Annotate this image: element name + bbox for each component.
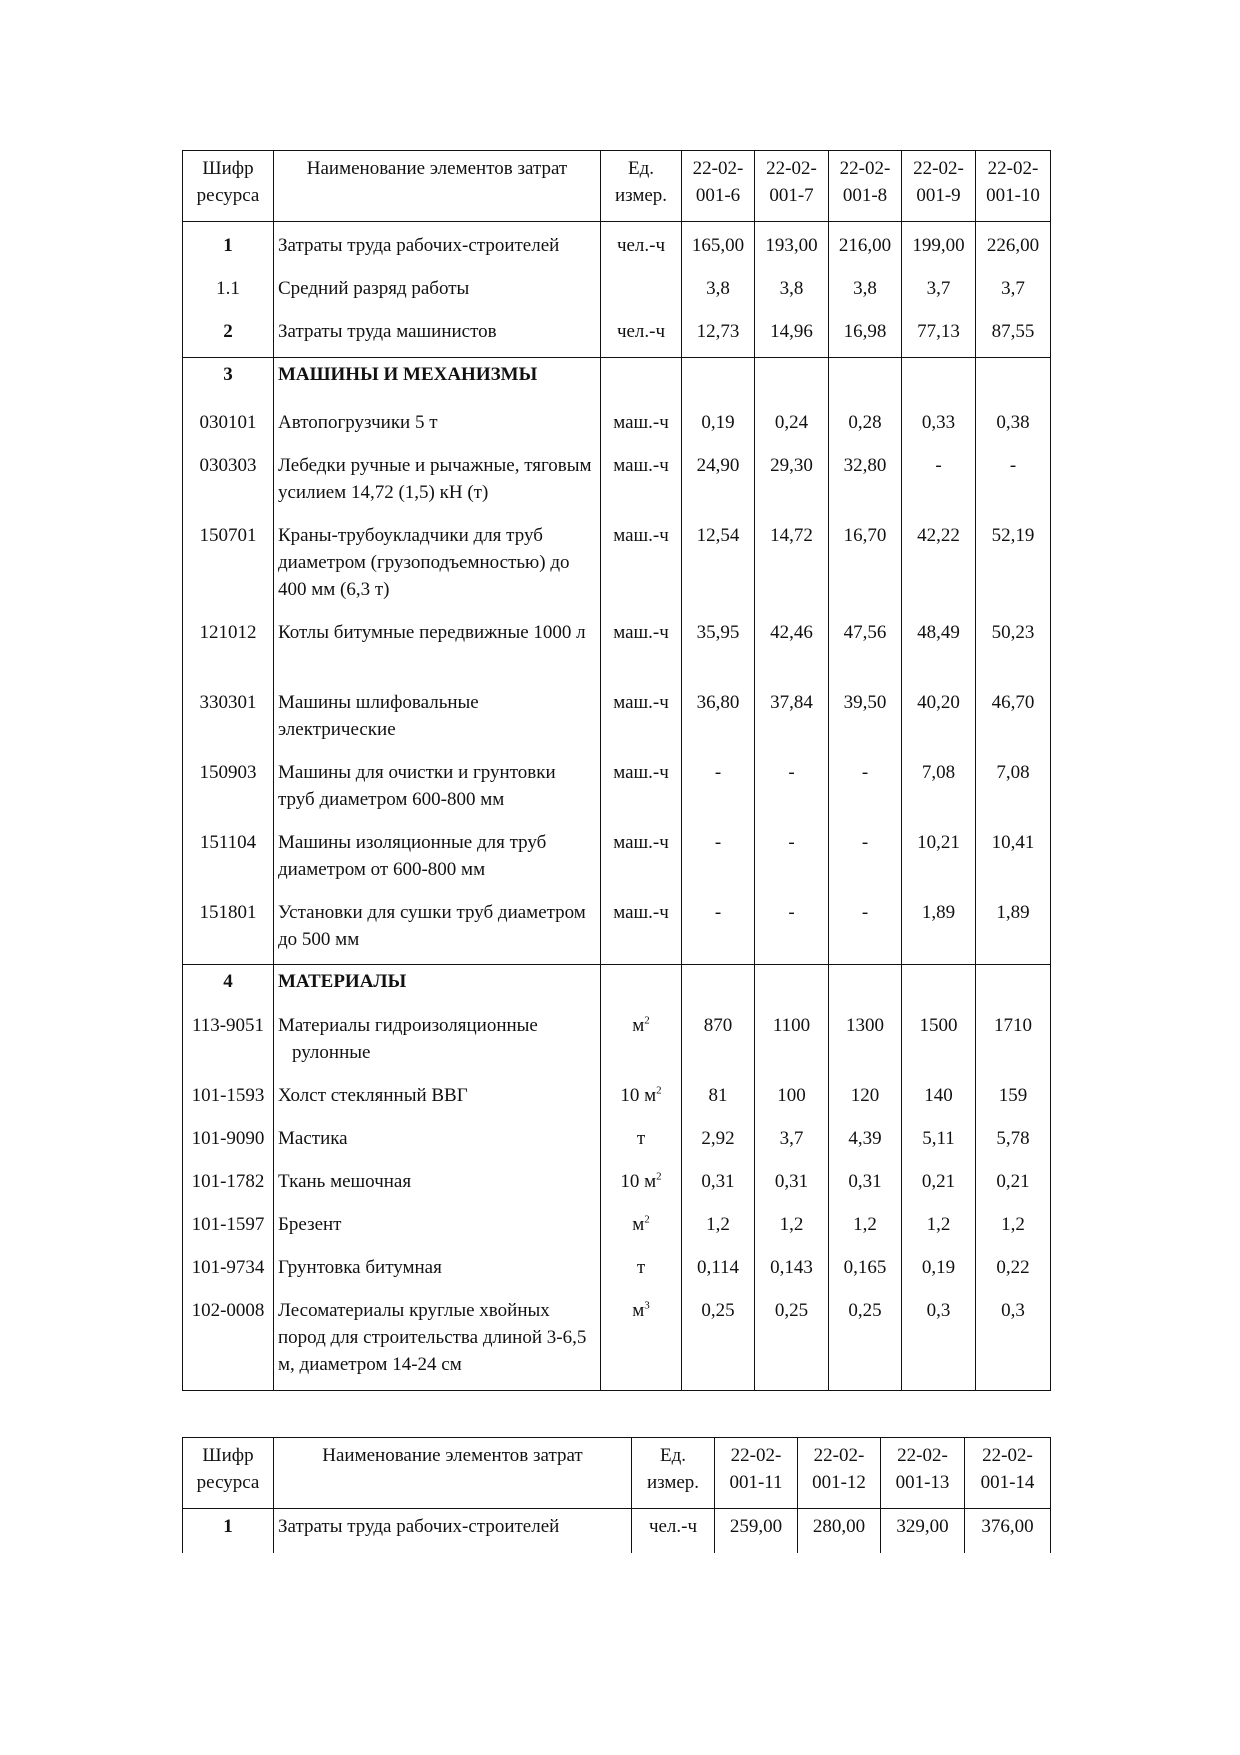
row-value: 0,3	[902, 1293, 976, 1391]
table-row	[183, 448, 1051, 518]
row-name: Затраты труда рабочих-строителей	[274, 1509, 632, 1553]
row-name: Ткань мешочная	[274, 1164, 601, 1207]
header-col-2: 22-02- 001-7	[755, 151, 829, 222]
row-value: 120	[829, 1078, 902, 1121]
row-unit: т	[601, 1250, 682, 1293]
row-value: 3,8	[829, 271, 902, 314]
table-row	[183, 685, 1051, 755]
empty-cell	[829, 358, 902, 405]
row-value: 0,19	[902, 1250, 976, 1293]
header-code: Шифр ресурса	[183, 151, 274, 222]
row-name: Машины шлифовальные электрические	[274, 685, 601, 755]
row-name: Брезент	[274, 1207, 601, 1250]
empty-cell	[601, 358, 682, 405]
row-value: 1,2	[902, 1207, 976, 1250]
header-col-5: 22-02- 001-10	[976, 151, 1051, 222]
row-value: -	[755, 895, 829, 965]
table-row	[183, 518, 1051, 615]
row-value: 2,92	[682, 1121, 755, 1164]
row-value: -	[976, 448, 1051, 518]
row-name: Средний разряд работы	[274, 271, 601, 314]
row-value: 77,13	[902, 314, 976, 358]
empty-cell	[976, 358, 1051, 405]
row-code: 101-9090	[183, 1121, 274, 1164]
row-value: 0,19	[682, 405, 755, 448]
table-row	[183, 1121, 1051, 1164]
row-value: 165,00	[682, 222, 755, 272]
row-value: 5,78	[976, 1121, 1051, 1164]
row-code: 121012	[183, 615, 274, 685]
row-value: 10,41	[976, 825, 1051, 895]
row-value: 47,56	[829, 615, 902, 685]
row-unit: т	[601, 1121, 682, 1164]
row-value: 0,25	[829, 1293, 902, 1391]
row-value: 0,31	[755, 1164, 829, 1207]
row-value: 7,08	[902, 755, 976, 825]
row-code: 150903	[183, 755, 274, 825]
row-unit: маш.-ч	[601, 518, 682, 615]
row-value: 193,00	[755, 222, 829, 272]
row-unit: маш.-ч	[601, 755, 682, 825]
row-value: -	[755, 825, 829, 895]
header-unit: Ед. измер.	[601, 151, 682, 222]
row-unit: чел.-ч	[601, 222, 682, 272]
table-row	[183, 1250, 1051, 1293]
row-name: Котлы битумные передвижные 1000 л	[274, 615, 601, 685]
table-row	[183, 895, 1051, 965]
row-code: 113-9051	[183, 1008, 274, 1078]
row-code: 101-9734	[183, 1250, 274, 1293]
row-name: Грунтовка битумная	[274, 1250, 601, 1293]
row-unit: маш.-ч	[601, 825, 682, 895]
row-value: 48,49	[902, 615, 976, 685]
table-row	[183, 1207, 1051, 1250]
row-value: 40,20	[902, 685, 976, 755]
row-code: 330301	[183, 685, 274, 755]
row-unit: 10 $м^2$	[601, 1078, 682, 1121]
table-header-row	[183, 1438, 1051, 1509]
row-value: 259,00	[715, 1509, 798, 1553]
row-value: 3,8	[755, 271, 829, 314]
row-code: 2	[183, 314, 274, 358]
table-row	[183, 405, 1051, 448]
row-value: 1710	[976, 1008, 1051, 1078]
row-value: 0,143	[755, 1250, 829, 1293]
header-col-2: 22-02- 001-12	[798, 1438, 881, 1509]
row-value: -	[902, 448, 976, 518]
header-col-3: 22-02- 001-13	[881, 1438, 965, 1509]
table-row	[183, 1008, 1051, 1078]
row-value: 12,54	[682, 518, 755, 615]
row-code: 151801	[183, 895, 274, 965]
section-code: 3	[183, 358, 274, 405]
row-value: 1,2	[755, 1207, 829, 1250]
row-unit: маш.-ч	[601, 615, 682, 685]
row-name: Установки для сушки труб диаметром до 500 мм	[274, 895, 601, 965]
empty-cell	[902, 358, 976, 405]
row-value: 0,21	[976, 1164, 1051, 1207]
row-unit: маш.-ч	[601, 448, 682, 518]
table-header-row	[183, 151, 1051, 222]
row-unit	[601, 271, 682, 314]
row-value: 0,22	[976, 1250, 1051, 1293]
row-value: 14,96	[755, 314, 829, 358]
row-name: Лесоматериалы круглые хвойных пород для строительства длиной 3-6,5 м, диаметром 14-24 см	[274, 1293, 601, 1391]
row-unit: 10 $м^2$	[601, 1164, 682, 1207]
row-value: -	[682, 825, 755, 895]
row-name: Лебедки ручные и рычажные, тяговым усилием 14,72 (1,5) кН (т)	[274, 448, 601, 518]
row-value: 1,2	[829, 1207, 902, 1250]
row-code: 102-0008	[183, 1293, 274, 1391]
row-code: 151104	[183, 825, 274, 895]
section-row-materials	[183, 965, 1051, 1009]
row-unit: $м^3$	[601, 1293, 682, 1391]
section-row-machines	[183, 358, 1051, 405]
row-value: 14,72	[755, 518, 829, 615]
row-name: Автопогрузчики 5 т	[274, 405, 601, 448]
table-row	[183, 1164, 1051, 1207]
row-value: -	[682, 755, 755, 825]
row-value: 199,00	[902, 222, 976, 272]
empty-cell	[755, 965, 829, 1009]
row-value: 0,3	[976, 1293, 1051, 1391]
empty-cell	[902, 965, 976, 1009]
row-value: 10,21	[902, 825, 976, 895]
row-value: 35,95	[682, 615, 755, 685]
row-value: 42,22	[902, 518, 976, 615]
row-value: 37,84	[755, 685, 829, 755]
row-value: 36,80	[682, 685, 755, 755]
row-code: 1.1	[183, 271, 274, 314]
header-name: Наименование элементов затрат	[274, 1438, 632, 1509]
empty-cell	[829, 965, 902, 1009]
row-value: 3,7	[976, 271, 1051, 314]
row-value: 39,50	[829, 685, 902, 755]
row-name: Материалы гидроизоляционные рулонные	[274, 1008, 601, 1078]
row-value: 5,11	[902, 1121, 976, 1164]
row-code: 101-1782	[183, 1164, 274, 1207]
resource-table-1	[182, 150, 1051, 1391]
empty-cell	[682, 965, 755, 1009]
row-name: Машины для очистки и грунтовки труб диаметром 600-800 мм	[274, 755, 601, 825]
empty-cell	[755, 358, 829, 405]
row-value: 52,19	[976, 518, 1051, 615]
table-row	[183, 1509, 1051, 1553]
row-value: 329,00	[881, 1509, 965, 1553]
row-value: 0,165	[829, 1250, 902, 1293]
row-name: Краны-трубоукладчики для труб диаметром (грузоподъемностью) до 400 мм (6,3 т)	[274, 518, 601, 615]
section-title: МАШИНЫ И МЕХАНИЗМЫ	[274, 358, 601, 405]
row-value: 140	[902, 1078, 976, 1121]
row-code: 101-1593	[183, 1078, 274, 1121]
table-row	[183, 271, 1051, 314]
table-row	[183, 1293, 1051, 1391]
header-unit: Ед. измер.	[632, 1438, 715, 1509]
row-value: 1,89	[902, 895, 976, 965]
row-value: 0,38	[976, 405, 1051, 448]
empty-cell	[601, 965, 682, 1009]
row-value: 159	[976, 1078, 1051, 1121]
row-value: 32,80	[829, 448, 902, 518]
row-value: 24,90	[682, 448, 755, 518]
row-value: 7,08	[976, 755, 1051, 825]
row-code: 030303	[183, 448, 274, 518]
row-value: -	[829, 755, 902, 825]
header-name: Наименование элементов затрат	[274, 151, 601, 222]
row-unit: $м^2$	[601, 1008, 682, 1078]
row-value: 1,2	[976, 1207, 1051, 1250]
row-value: 0,114	[682, 1250, 755, 1293]
row-value: 100	[755, 1078, 829, 1121]
row-value: 0,31	[829, 1164, 902, 1207]
row-value: 1100	[755, 1008, 829, 1078]
empty-cell	[682, 358, 755, 405]
row-value: 216,00	[829, 222, 902, 272]
row-value: 3,8	[682, 271, 755, 314]
row-value: -	[829, 895, 902, 965]
row-value: 1,2	[682, 1207, 755, 1250]
row-name: Машины изоляционные для труб диаметром от 600-800 мм	[274, 825, 601, 895]
row-code: 1	[183, 222, 274, 272]
row-value: 0,31	[682, 1164, 755, 1207]
row-value: 3,7	[755, 1121, 829, 1164]
header-col-3: 22-02- 001-8	[829, 151, 902, 222]
row-value: 280,00	[798, 1509, 881, 1553]
row-unit: маш.-ч	[601, 405, 682, 448]
row-value: 0,21	[902, 1164, 976, 1207]
resource-table-2	[182, 1437, 1051, 1553]
row-value: 12,73	[682, 314, 755, 358]
row-value: 29,30	[755, 448, 829, 518]
row-value: 0,25	[682, 1293, 755, 1391]
row-value: 1300	[829, 1008, 902, 1078]
row-value: 1,89	[976, 895, 1051, 965]
row-code: 101-1597	[183, 1207, 274, 1250]
row-value: 0,24	[755, 405, 829, 448]
row-value: 0,28	[829, 405, 902, 448]
row-unit: $м^2$	[601, 1207, 682, 1250]
table-row	[183, 755, 1051, 825]
table-row	[183, 615, 1051, 685]
row-code: 030101	[183, 405, 274, 448]
row-name: Затраты труда машинистов	[274, 314, 601, 358]
section-code: 4	[183, 965, 274, 1009]
header-col-1: 22-02- 001-6	[682, 151, 755, 222]
row-unit: чел.-ч	[601, 314, 682, 358]
row-value: 870	[682, 1008, 755, 1078]
row-value: 81	[682, 1078, 755, 1121]
empty-cell	[976, 965, 1051, 1009]
header-col-4: 22-02- 001-9	[902, 151, 976, 222]
header-col-4: 22-02- 001-14	[965, 1438, 1051, 1509]
row-value: 50,23	[976, 615, 1051, 685]
row-value: 0,25	[755, 1293, 829, 1391]
row-value: 87,55	[976, 314, 1051, 358]
table-row	[183, 222, 1051, 272]
row-unit: чел.-ч	[632, 1509, 715, 1553]
section-title: МАТЕРИАЛЫ	[274, 965, 601, 1009]
row-value: 16,98	[829, 314, 902, 358]
row-value: 376,00	[965, 1509, 1051, 1553]
row-value: -	[829, 825, 902, 895]
header-col-1: 22-02- 001-11	[715, 1438, 798, 1509]
row-value: 0,33	[902, 405, 976, 448]
table-row	[183, 1078, 1051, 1121]
row-code: 150701	[183, 518, 274, 615]
row-value: 3,7	[902, 271, 976, 314]
header-code: Шифр ресурса	[183, 1438, 274, 1509]
row-unit: маш.-ч	[601, 895, 682, 965]
row-name: Затраты труда рабочих-строителей	[274, 222, 601, 272]
table-row	[183, 825, 1051, 895]
row-value: 1500	[902, 1008, 976, 1078]
row-value: 46,70	[976, 685, 1051, 755]
row-value: 4,39	[829, 1121, 902, 1164]
row-value: 42,46	[755, 615, 829, 685]
row-value: 226,00	[976, 222, 1051, 272]
row-code: 1	[183, 1509, 274, 1553]
row-value: -	[755, 755, 829, 825]
row-unit: маш.-ч	[601, 685, 682, 755]
row-name: Холст стеклянный ВВГ	[274, 1078, 601, 1121]
row-value: 16,70	[829, 518, 902, 615]
table-row	[183, 314, 1051, 358]
row-value: -	[682, 895, 755, 965]
row-name: Мастика	[274, 1121, 601, 1164]
